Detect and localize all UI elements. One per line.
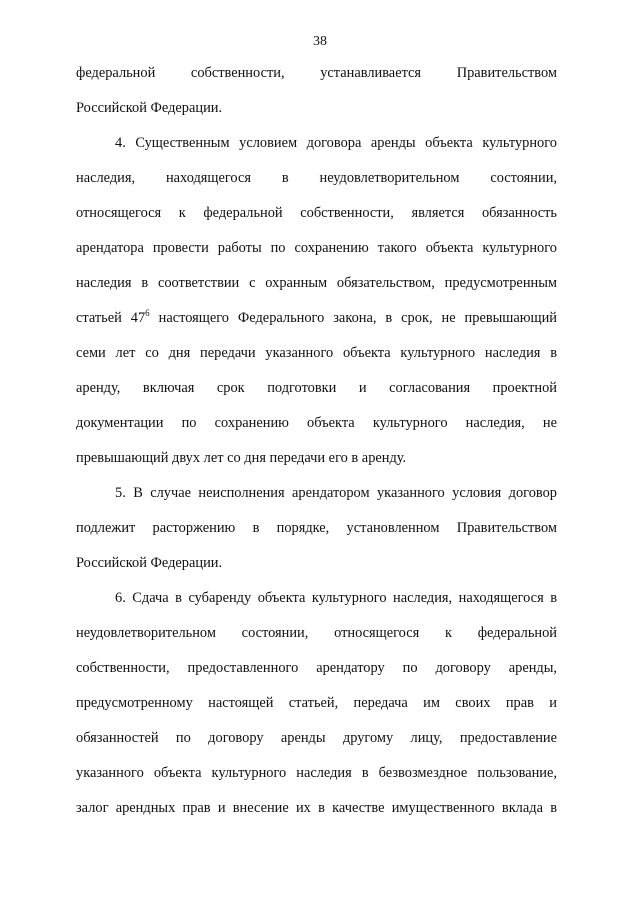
text-fragment: статьей 47 xyxy=(76,310,146,326)
article-superscript: 6 xyxy=(145,308,150,318)
text-line: арендатора провести работы по сохранению такого объекта культурного xyxy=(76,240,557,256)
text-line-with-superscript xyxy=(76,308,557,328)
text-line: указанного объекта культурного наследия в безвозмездное пользование, xyxy=(76,765,557,781)
text-line: документации по сохранению объекта культурного наследия, не xyxy=(76,415,557,431)
text-line: предусмотренному настоящей статьей, передача им своих прав и xyxy=(76,695,557,711)
text-line: относящегося к федеральной собственности, является обязанность xyxy=(76,205,557,221)
text-line: залог арендных прав и внесение их в качестве имущественного вклада в xyxy=(76,800,557,816)
text-line: семи лет со дня передачи указанного объекта культурного наследия в xyxy=(76,345,557,361)
text-line: собственности, предоставленного арендатору по договору аренды, xyxy=(76,660,557,676)
text-line: наследия, находящегося в неудовлетворительном состоянии, xyxy=(76,170,557,186)
page-number: 38 xyxy=(313,34,327,49)
text-line: обязанностей по договору аренды другому лицу, предоставление xyxy=(76,730,557,746)
paragraph-4-first-line: 4. Существенным условием договора аренды объекта культурного xyxy=(115,135,557,151)
text-line: федеральной собственности, устанавливается Правительством xyxy=(76,65,557,81)
text-line: наследия в соответствии с охранным обязательством, предусмотренным xyxy=(76,275,557,291)
text-line: Российской Федерации. xyxy=(76,555,223,571)
text-line: Российской Федерации. xyxy=(76,100,223,116)
text-fragment: настоящего Федерального закона, в срок, не превышающий xyxy=(149,310,557,326)
paragraph-5-first-line: 5. В случае неисполнения арендатором указанного условия договор xyxy=(115,485,557,501)
text-line: превышающий двух лет со дня передачи его в аренду. xyxy=(76,450,407,466)
paragraph-6-first-line: 6. Сдача в субаренду объекта культурного наследия, находящегося в xyxy=(115,590,557,606)
text-line: аренду, включая срок подготовки и согласования проектной xyxy=(76,380,557,396)
text-line: подлежит расторжению в порядке, установленном Правительством xyxy=(76,520,557,536)
text-line: неудовлетворительном состоянии, относящегося к федеральной xyxy=(76,625,557,641)
